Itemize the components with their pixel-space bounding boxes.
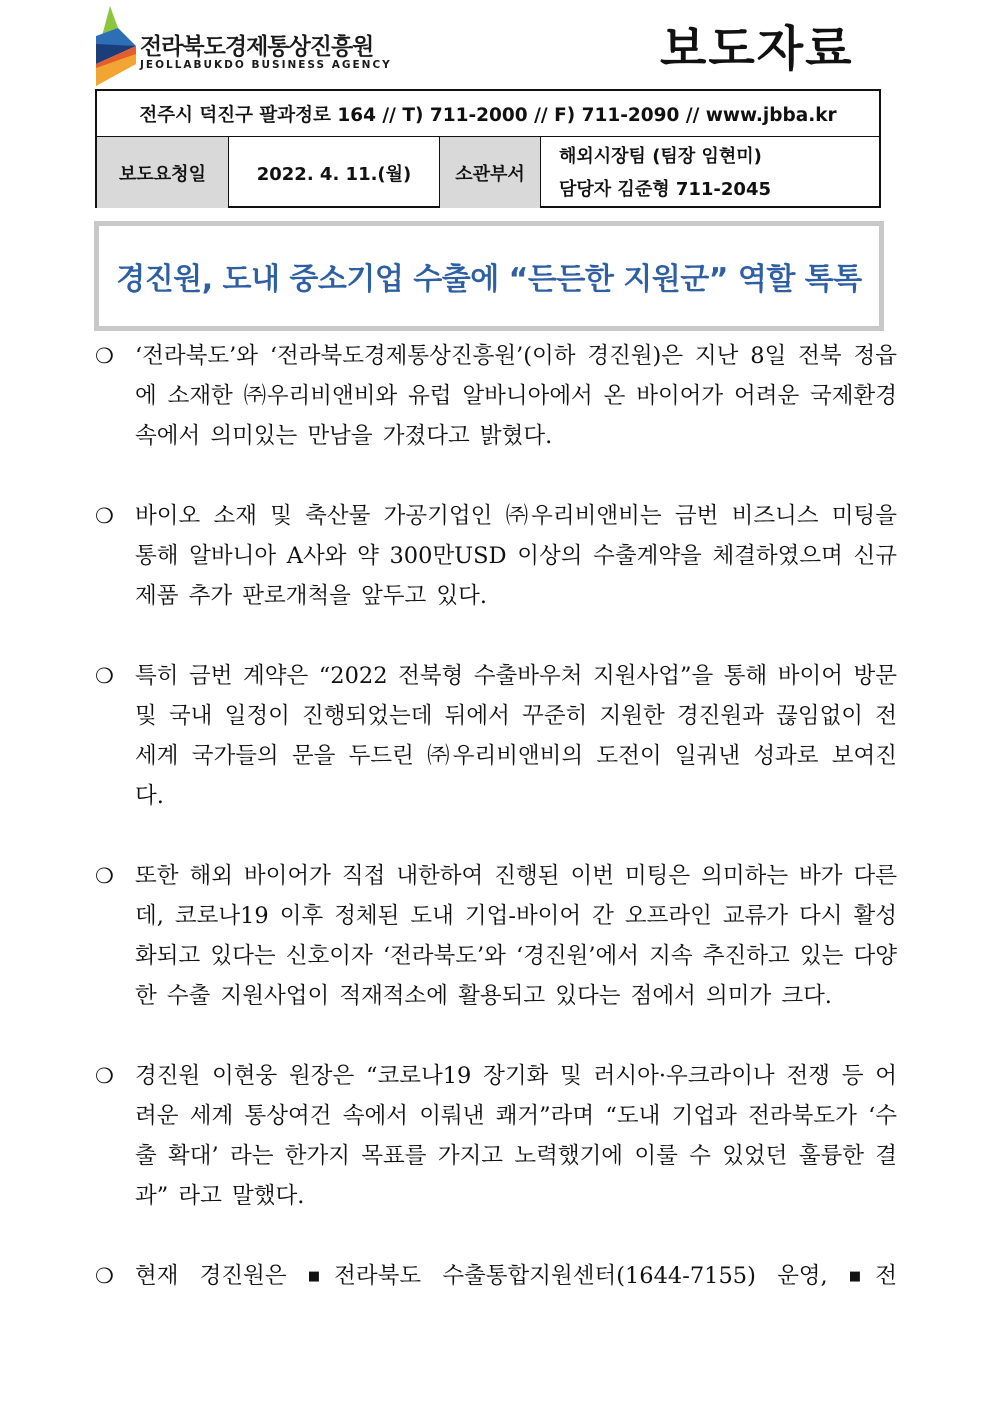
headline: 경진원, 도내 중소기업 수출에 “든든한 지원군” 역할 톡톡 <box>116 262 862 297</box>
agency-logo <box>96 6 396 86</box>
bullet-icon: ❍ <box>95 864 114 888</box>
info-table <box>95 89 881 208</box>
square-bullet-icon: ■ <box>848 1269 873 1284</box>
paragraph <box>95 336 897 456</box>
paragraph-text: 경진원 이현웅 원장은 “코로나19 장기화 및 러시아·우크라이나 전쟁 등 어려운 세계 통상여건 속에서 이뤄낸 쾌거”라며 “도내 기업과 전라북도가 ‘수출 확대’ 라는 한가지 목표를 가지고 노력했기에 이룰 수 있었던 훌륭한 결과” 라고 말했다. <box>135 1063 897 1209</box>
paragraph-text: ‘전라북도’와 ‘전라북도경제통상진흥원’(이하 경진원)은 지난 8일 전북 정읍에 소재한 ㈜우리비앤비와 유럽 알바니아에서 온 바이어가 어려운 국제환경 속에서 의미있는 만남을 가졌다고 밝혔다. <box>135 343 897 449</box>
bullet-icon: ❍ <box>95 1264 114 1288</box>
square-bullet-icon: ■ <box>307 1269 332 1284</box>
bullet-icon: ❍ <box>95 1064 114 1088</box>
logo-emblem-icon <box>96 6 140 86</box>
paragraph-item: 전라북도 수출통합지원센터(1644-7155) 운영, <box>334 1263 828 1289</box>
article-body <box>95 336 897 1337</box>
bullet-icon: ❍ <box>95 664 114 688</box>
paragraph-intro: 현재 경진원은 <box>135 1263 287 1289</box>
paragraph-item: 전 <box>875 1263 897 1289</box>
dept-label: 소관부서 <box>440 137 541 208</box>
dept-contact: 담당자 김준형 711-2045 <box>559 178 772 200</box>
org-name-english: JEOLLABUKDO BUSINESS AGENCY <box>140 59 392 71</box>
paragraph <box>95 496 897 616</box>
date-label: 보도요청일 <box>97 137 229 208</box>
paragraph-text: 또한 해외 바이어가 직접 내한하여 진행된 이번 미팅은 의미하는 바가 다른데, 코로나19 이후 정체된 도내 기업-바이어 간 오프라인 교류가 다시 활성화되고 있다는 신호이자 ‘전라북도’와 ‘경진원’에서 지속 추진하고 있는 다양한 수출 지원사업이 적재적소에 활용되고 있다는 점에서 의미가 크다. <box>135 863 897 1009</box>
paragraph-last <box>95 1256 897 1297</box>
paragraph <box>95 656 897 816</box>
document-type-title: 보도자료 <box>660 21 854 77</box>
org-name: 전라북도경제통상진흥원 <box>140 34 374 60</box>
contact-line: 전주시 덕진구 팔과정로 164 // T) 711-2000 // F) 711-2090 // www.jbba.kr <box>97 91 879 137</box>
bullet-icon: ❍ <box>95 504 114 528</box>
paragraph <box>95 856 897 1016</box>
paragraph-text: 특히 금번 계약은 “2022 전북형 수출바우처 지원사업”을 통해 바이어 방문 및 국내 일정이 진행되었는데 뒤에서 꾸준히 지원한 경진원과 끊임없이 전세계 국가들의 문을 두드린 ㈜우리비앤비의 도전이 일궈낸 성과로 보여진다. <box>135 663 897 809</box>
dept-info <box>541 137 879 208</box>
dept-team: 해외시장팀 (팀장 임현미) <box>559 145 762 167</box>
headline-box <box>94 221 884 331</box>
date-value: 2022. 4. 11.(월) <box>229 137 440 208</box>
bullet-icon: ❍ <box>95 344 114 368</box>
paragraph <box>95 1056 897 1216</box>
paragraph-text: 바이오 소재 및 축산물 가공기업인 ㈜우리비앤비는 금번 비즈니스 미팅을 통해 알바니아 A사와 약 300만USD 이상의 수출계약을 체결하였으며 신규제품 추가 판로개척을 앞두고 있다. <box>135 503 897 609</box>
